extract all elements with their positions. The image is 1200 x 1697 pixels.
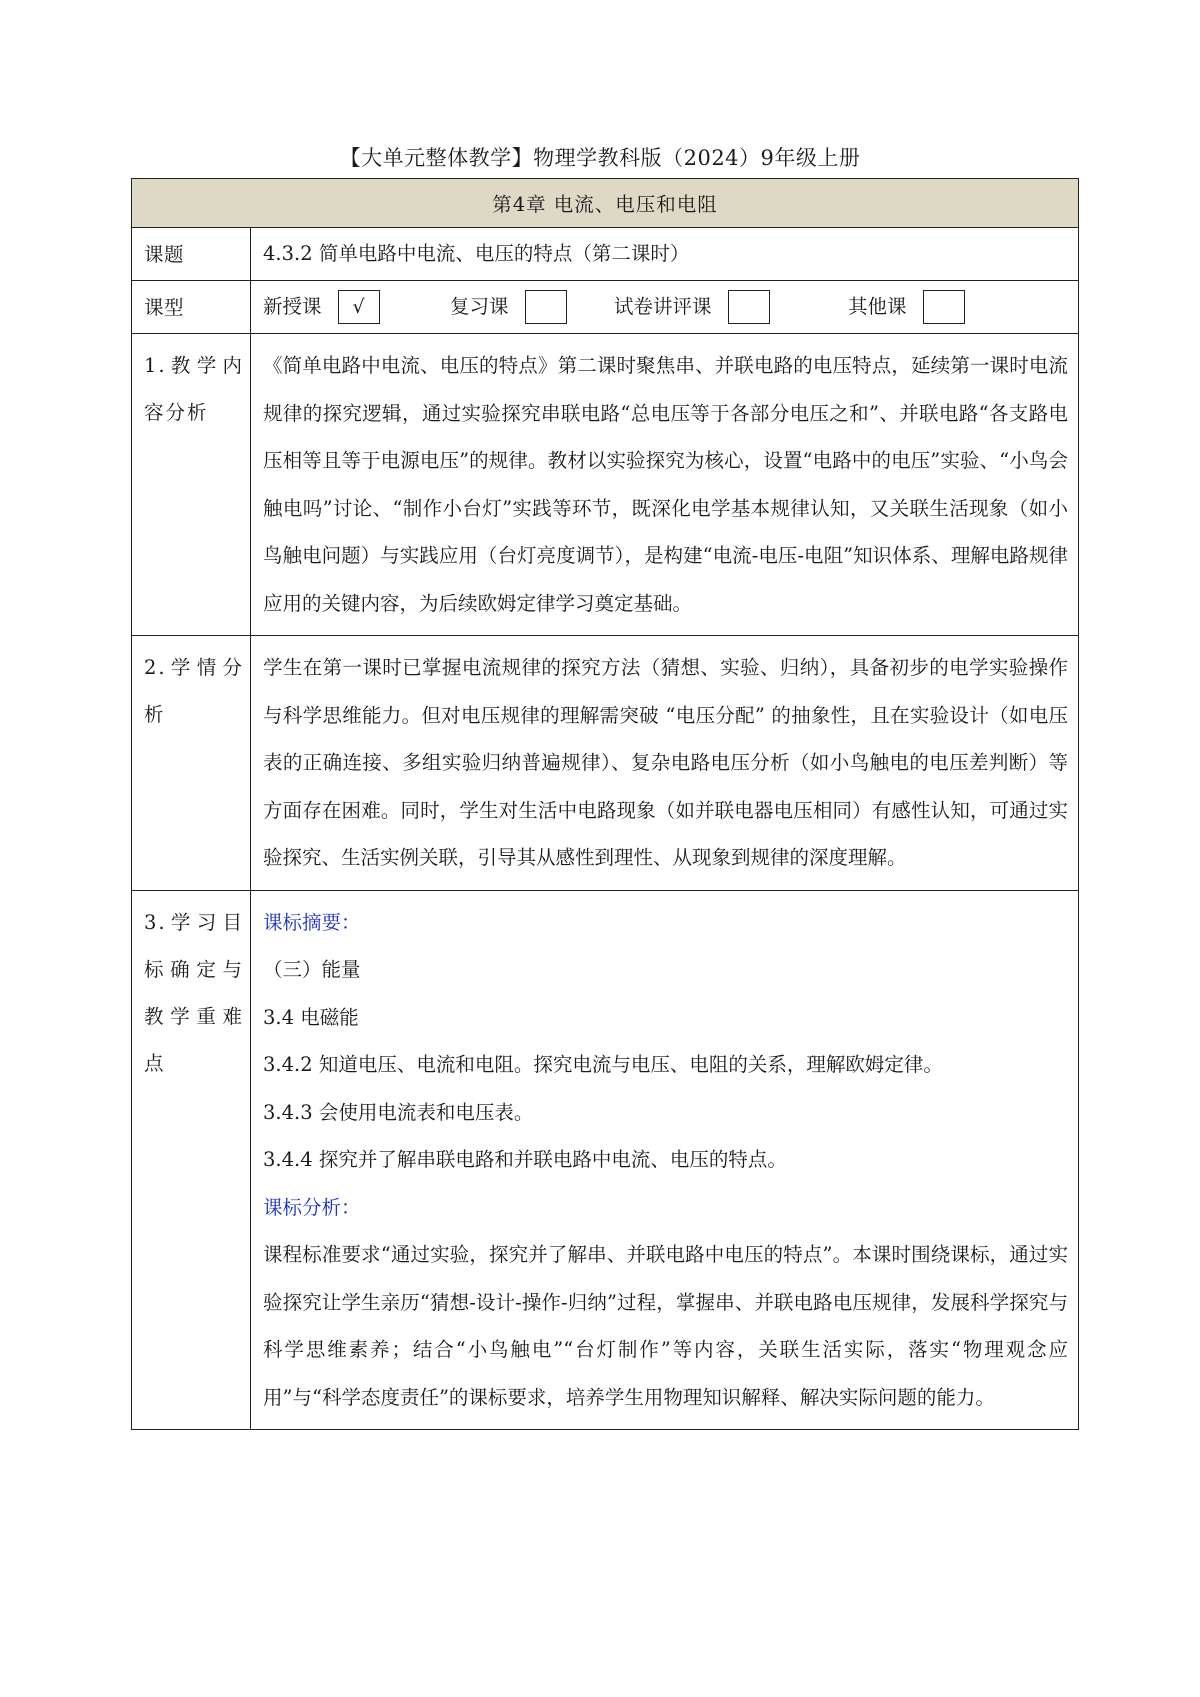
standard-item: 3.4 电磁能 [263, 1005, 359, 1029]
chapter-title: 第4章 电流、电压和电阻 [132, 179, 1079, 228]
lesson-type-option-review [450, 283, 614, 331]
standard-analysis-text: 课程标准要求“通过实验，探究并了解串、并联电路中电压的特点”。本课时围绕课标，通过实验探究让学生亲历“猜想-设计-操作-归纳”过程，掌握串、并联电路电压规律，发展科学探究与科学思维素养；结合“小鸟触电”“台灯制作”等内容，关联生活实际，落实“物理观念应用”与“科学态度责任”的课标要求，培养学生用物理知识解释、解决实际问题的能力。 [263, 1243, 1069, 1409]
lesson-plan-table [131, 178, 1079, 1430]
document-title: 【大单元整体教学】物理学教科版（2024）9年级上册 [339, 146, 861, 170]
option-checkbox-review[interactable] [525, 290, 567, 324]
standard-analysis-heading: 课标分析： [263, 1195, 361, 1219]
lesson-type-option-new [263, 283, 450, 331]
content-analysis-label: 1.教学内容分析 [132, 334, 251, 636]
lesson-type-option-exam [614, 283, 848, 331]
lesson-type-option-other [848, 283, 965, 331]
chapter-row [132, 179, 1079, 228]
content-analysis-row [132, 334, 1079, 636]
topic-value: 4.3.2 简单电路中电流、电压的特点（第二课时） [251, 228, 1079, 281]
topic-label: 课题 [132, 228, 251, 281]
objectives-label: 3.学习目标确定与教学重难点 [132, 890, 251, 1430]
option-label: 试卷讲评课 [614, 295, 712, 319]
objectives-row [132, 890, 1079, 1430]
lesson-type-row [132, 281, 1079, 334]
standard-summary-heading: 课标摘要： [263, 910, 361, 934]
option-label: 复习课 [450, 295, 509, 319]
topic-row [132, 228, 1079, 281]
option-checkbox-exam[interactable] [728, 290, 770, 324]
student-analysis-row [132, 636, 1079, 891]
option-label: 新授课 [263, 295, 322, 319]
option-checkbox-new[interactable]: √ [338, 290, 380, 324]
option-label: 其他课 [848, 295, 907, 319]
lesson-type-options [251, 281, 1079, 334]
standard-item: 3.4.3 会使用电流表和电压表。 [263, 1100, 534, 1124]
content-analysis-text: 《简单电路中电流、电压的特点》第二课时聚焦串、并联电路的电压特点，延续第一课时电流规律的探究逻辑，通过实验探究串联电路“总电压等于各部分电压之和”、并联电路“各支路电压相等且等于电源电压”的规律。教材以实验探究为核心，设置“电路中的电压”实验、“小鸟会触电吗”讨论、“制作小台灯”实践等环节，既深化电学基本规律认知，又关联生活现象（如小鸟触电问题）与实践应用（台灯亮度调节），是构建“电流-电压-电阻”知识体系、理解电路规律应用的关键内容，为后续欧姆定律学习奠定基础。 [263, 354, 1069, 615]
standard-item: 3.4.4 探究并了解串联电路和并联电路中电流、电压的特点。 [263, 1148, 787, 1171]
student-analysis-text: 学生在第一课时已掌握电流规律的探究方法（猜想、实验、归纳），具备初步的电学实验操作与科学思维能力。但对电压规律的理解需突破 “电压分配” 的抽象性，且在实验设计（如电压表的正确连接、多组实验归纳普遍规律）、复杂电路电压分析（如小鸟触电的电压差判断）等方面存在困难。同时，学生对生活中电路现象（如并联电器电压相同）有感性认知，可通过实验探究、生活实例关联，引导其从感性到理性、从现象到规律的深度理解。 [263, 656, 1069, 869]
option-checkbox-other[interactable] [923, 290, 965, 324]
standard-item: 3.4.2 知道电压、电流和电阻。探究电流与电压、电阻的关系，理解欧姆定律。 [263, 1053, 943, 1076]
student-analysis-label: 2.学情分析 [132, 636, 251, 891]
standard-item: （三）能量 [263, 958, 361, 981]
lesson-type-label: 课型 [132, 281, 251, 334]
